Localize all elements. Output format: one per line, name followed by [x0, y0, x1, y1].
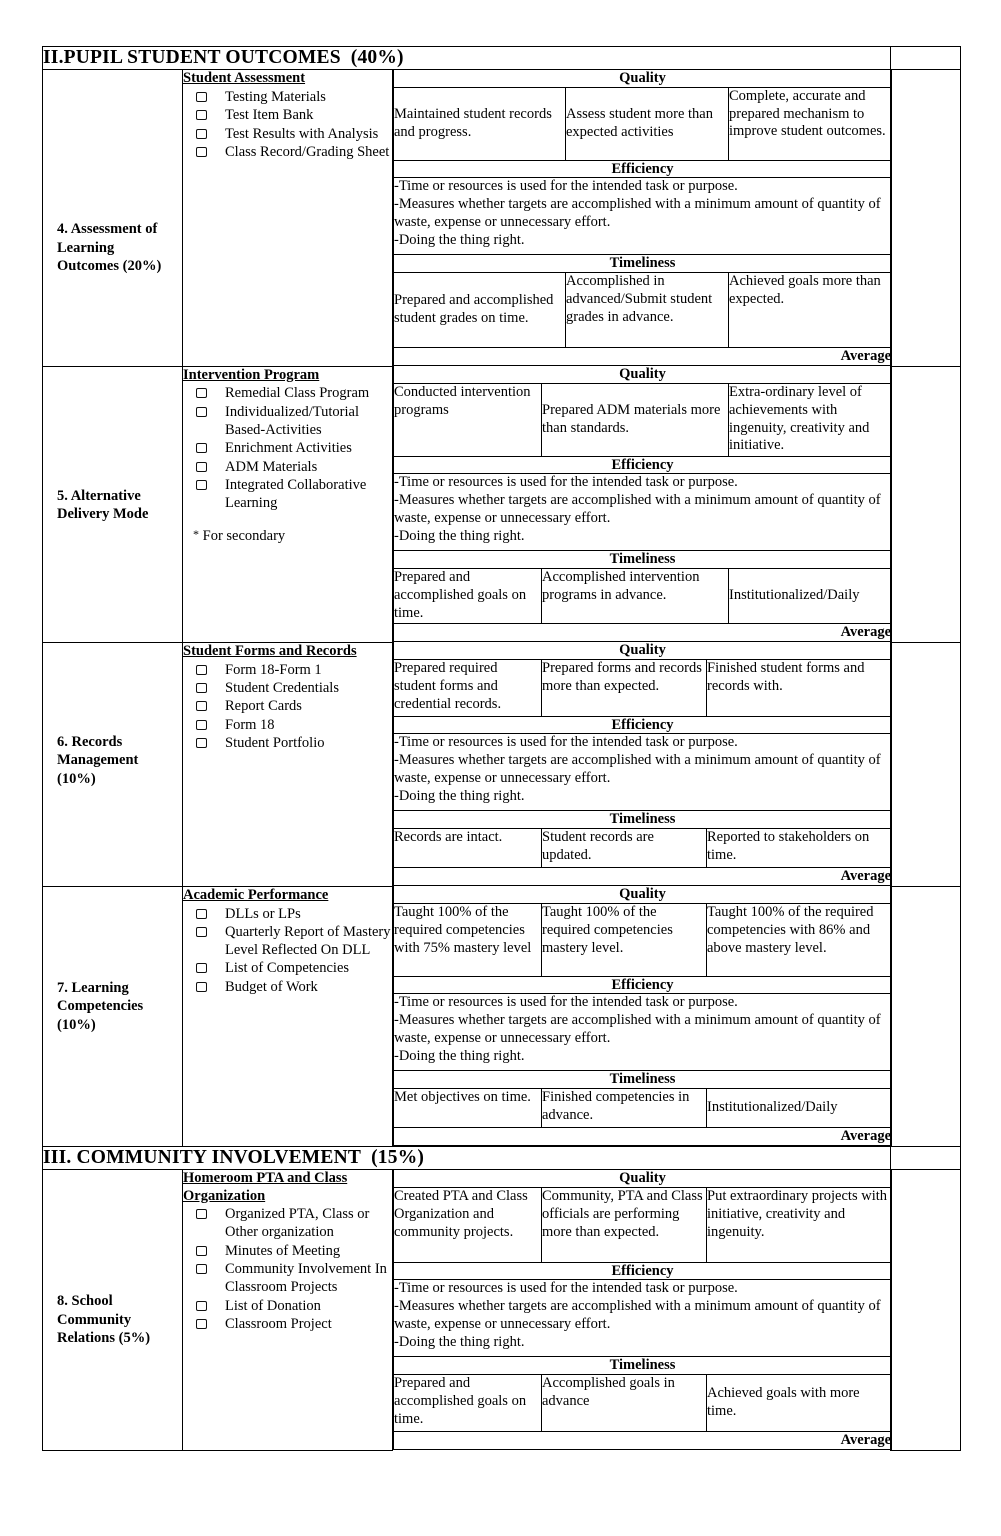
checkbox-icon[interactable]	[196, 1209, 207, 1219]
efficiency-text: -Time or resources is used for the intended task or purpose. -Measures whether targets are accomplished with a minimum amount of quantity of waste, expense or unnecessary effort. -Doing the thing right.	[394, 1280, 892, 1357]
rubric-table	[42, 46, 961, 1451]
timeliness-level-1: Prepared and accomplished goals on time.	[394, 569, 542, 624]
timeliness-level-1: Prepared and accomplished student grades on time.	[394, 273, 566, 348]
timeliness-level-3: Achieved goals more than expected.	[729, 273, 892, 348]
timeliness-level-3: Institutionalized/Daily	[707, 1089, 892, 1128]
list-item-label: Test Item Bank	[225, 107, 314, 124]
quality-header: Quality	[394, 1170, 892, 1187]
timeliness-header: Timeliness	[394, 551, 892, 569]
score-cell[interactable]	[891, 1170, 961, 1451]
efficiency-header: Efficiency	[394, 160, 892, 178]
list-item[interactable]	[183, 107, 392, 125]
checkbox-icon[interactable]	[196, 388, 207, 398]
timeliness-level-1: Records are intact.	[394, 829, 542, 868]
list-item[interactable]	[183, 924, 392, 960]
checklist-cell	[183, 366, 393, 642]
efficiency-text: -Time or resources is used for the intended task or purpose. -Measures whether targets are accomplished with a minimum amount of quantity of waste, expense or unnecessary effort. -Doing the thing right.	[394, 178, 892, 255]
list-item[interactable]	[183, 1243, 392, 1261]
checkbox-icon[interactable]	[196, 701, 207, 711]
list-item[interactable]	[183, 459, 392, 477]
checkbox-icon[interactable]	[196, 462, 207, 472]
descriptor-table	[393, 886, 892, 1146]
list-item-label: Quarterly Report of Mastery Level Reflected On DLL	[225, 923, 391, 958]
checkbox-icon[interactable]	[196, 963, 207, 973]
average-label: Average	[394, 868, 892, 886]
quality-level-2: Prepared forms and records more than expected.	[542, 659, 707, 716]
list-item[interactable]	[183, 698, 392, 716]
timeliness-level-2: Finished competencies in advance.	[542, 1089, 707, 1128]
quality-level-2: Taught 100% of the required competencies mastery level.	[542, 903, 707, 976]
checkbox-icon[interactable]	[196, 92, 207, 102]
quality-header: Quality	[394, 886, 892, 903]
descriptor-cell	[393, 886, 891, 1147]
asterisk-icon: *	[193, 527, 199, 542]
criteria-cell	[43, 366, 183, 642]
quality-level-1: Created PTA and Class Organization and community projects.	[394, 1187, 542, 1262]
timeliness-level-1: Prepared and accomplished goals on time.	[394, 1375, 542, 1432]
efficiency-text: -Time or resources is used for the intended task or purpose. -Measures whether targets are accomplished with a minimum amount of quantity of waste, expense or unnecessary effort. -Doing the thing right.	[394, 474, 892, 551]
section-band-3	[43, 1147, 891, 1170]
list-item-label: Testing Materials	[225, 88, 326, 105]
average-label: Average	[394, 348, 892, 366]
quality-level-1: Taught 100% of the required competencies with 75% mastery level	[394, 903, 542, 976]
criteria-cell	[43, 642, 183, 886]
timeliness-level-1: Met objectives on time.	[394, 1089, 542, 1128]
criteria-cell	[43, 70, 183, 367]
efficiency-text: -Time or resources is used for the intended task or purpose. -Measures whether targets are accomplished with a minimum amount of quantity of waste, expense or unnecessary effort. -Doing the thing right.	[394, 994, 892, 1071]
checklist-title: Homeroom PTA and Class Organization	[183, 1170, 348, 1204]
list-item[interactable]	[183, 979, 392, 997]
list-item[interactable]	[183, 1206, 392, 1242]
timeliness-header: Timeliness	[394, 1071, 892, 1089]
list-item[interactable]	[183, 680, 392, 698]
quality-level-1: Maintained student records and progress.	[394, 87, 566, 160]
list-item[interactable]	[183, 1298, 392, 1316]
checklist-title: Student Forms and Records	[183, 642, 357, 659]
list-item[interactable]	[183, 126, 392, 144]
timeliness-level-2: Accomplished goals in advance	[542, 1375, 707, 1432]
list-item-label: Form 18-Form 1	[225, 661, 322, 678]
descriptor-cell	[393, 70, 891, 367]
table-row	[43, 886, 961, 1147]
checkbox-icon[interactable]	[196, 443, 207, 453]
list-item-label: Enrichment Activities	[225, 440, 352, 457]
list-item-label: List of Competencies	[225, 960, 350, 977]
checklist-items	[183, 662, 392, 754]
criteria-cell	[43, 886, 183, 1147]
quality-level-2: Community, PTA and Class officials are performing more than expected.	[542, 1187, 707, 1262]
quality-level-3: Finished student forms and records with.	[707, 659, 892, 716]
timeliness-header: Timeliness	[394, 255, 892, 273]
list-item[interactable]	[183, 960, 392, 978]
checklist-cell	[183, 886, 393, 1147]
average-label: Average	[394, 624, 892, 642]
criteria-cell	[43, 1170, 183, 1451]
score-cell[interactable]	[891, 366, 961, 642]
timeliness-level-2: Accomplished in advanced/Submit student grades in advance.	[566, 273, 729, 348]
list-item-label: Minutes of Meeting	[225, 1242, 341, 1259]
timeliness-header: Timeliness	[394, 1357, 892, 1375]
timeliness-level-2: Student records are updated.	[542, 829, 707, 868]
list-item[interactable]	[183, 735, 392, 753]
checklist-items	[183, 1206, 392, 1334]
descriptor-table	[393, 642, 892, 886]
list-item-label: Form 18	[225, 716, 275, 733]
checkbox-icon[interactable]	[196, 927, 207, 937]
table-row	[43, 366, 961, 642]
quality-level-2: Prepared ADM materials more than standards.	[542, 383, 729, 456]
list-item[interactable]	[183, 1261, 392, 1297]
list-item-label: ADM Materials	[225, 458, 318, 475]
checkbox-icon[interactable]	[196, 720, 207, 730]
quality-level-3: Taught 100% of the required competencies with 86% and above mastery level.	[707, 903, 892, 976]
checkbox-icon[interactable]	[196, 147, 207, 157]
quality-header: Quality	[394, 70, 892, 87]
list-item-label: Classroom Project	[225, 1316, 332, 1333]
criteria-label: 7. Learning Competencies (10%)	[57, 979, 144, 1033]
checklist-cell	[183, 1170, 393, 1451]
list-item[interactable]	[183, 1316, 392, 1334]
checkbox-icon[interactable]	[196, 665, 207, 675]
list-item[interactable]	[183, 440, 392, 458]
checkbox-icon[interactable]	[196, 1319, 207, 1329]
checklist-title: Student Assessment	[183, 70, 306, 86]
timeliness-level-3: Institutionalized/Daily	[729, 569, 892, 624]
checkbox-icon[interactable]	[196, 1264, 207, 1274]
list-item-label: Integrated Collaborative Learning	[225, 477, 367, 512]
list-item-label: Individualized/Tutorial Based-Activities	[225, 403, 359, 438]
criteria-label: 6. Records Management (10%)	[57, 733, 139, 787]
checklist-cell	[183, 642, 393, 886]
quality-level-3: Complete, accurate and prepared mechanism to improve student outcomes.	[729, 87, 892, 160]
list-item-label: Student Portfolio	[225, 735, 325, 752]
quality-level-1: Prepared required student forms and credential records.	[394, 659, 542, 716]
efficiency-header: Efficiency	[394, 456, 892, 474]
checklist-title: Academic Performance	[183, 886, 329, 903]
checklist-note-label: For secondary	[202, 528, 286, 545]
checkbox-icon[interactable]	[196, 480, 207, 490]
section-band-2-title: II.PUPIL STUDENT OUTCOMES	[43, 47, 341, 68]
quality-level-3: Put extraordinary projects with initiative, creativity and ingenuity.	[707, 1187, 892, 1262]
score-cell[interactable]	[891, 642, 961, 886]
list-item-label: List of Donation	[225, 1297, 321, 1314]
checkbox-icon[interactable]	[196, 1301, 207, 1311]
score-cell[interactable]	[891, 47, 961, 70]
average-label: Average	[394, 1128, 892, 1146]
checkbox-icon[interactable]	[196, 129, 207, 139]
section-band-3-title: III. COMMUNITY INVOLVEMENT	[43, 1147, 362, 1169]
descriptor-cell	[393, 1170, 891, 1451]
section-band-2	[43, 47, 891, 70]
descriptor-table	[393, 1170, 892, 1450]
section-band-2-percent: (40%)	[350, 47, 404, 68]
average-label: Average	[394, 1432, 892, 1450]
efficiency-header: Efficiency	[394, 716, 892, 734]
descriptor-cell	[393, 642, 891, 886]
quality-level-3: Extra-ordinary level of achievements with ingenuity, creativity and initiative.	[729, 383, 892, 456]
list-item[interactable]	[183, 89, 392, 107]
checkbox-icon[interactable]	[196, 407, 207, 417]
descriptor-table	[393, 70, 892, 366]
efficiency-header: Efficiency	[394, 976, 892, 994]
table-row	[43, 642, 961, 886]
checkbox-icon[interactable]	[196, 982, 207, 992]
efficiency-header: Efficiency	[394, 1262, 892, 1280]
list-item[interactable]	[183, 906, 392, 924]
checkbox-icon[interactable]	[196, 909, 207, 919]
criteria-label: 4. Assessment of Learning Outcomes (20%)	[57, 221, 162, 275]
checklist-items	[183, 89, 392, 162]
list-item[interactable]	[183, 662, 392, 680]
checklist-cell	[183, 70, 393, 367]
quality-level-2: Assess student more than expected activities	[566, 87, 729, 160]
timeliness-level-3: Achieved goals with more time.	[707, 1375, 892, 1432]
timeliness-level-3: Reported to stakeholders on time.	[707, 829, 892, 868]
list-item-label: Organized PTA, Class or Other organization	[225, 1206, 370, 1241]
list-item-label: Community Involvement In Classroom Projects	[225, 1261, 387, 1296]
criteria-label: 5. Alternative Delivery Mode	[57, 487, 149, 523]
list-item-label: Remedial Class Program	[225, 385, 370, 402]
quality-header: Quality	[394, 366, 892, 383]
checklist-items	[183, 906, 392, 997]
table-row	[43, 1170, 961, 1451]
list-item-label: Test Results with Analysis	[225, 125, 379, 142]
list-item-label: Class Record/Grading Sheet	[225, 144, 390, 161]
checklist-note	[183, 527, 392, 546]
score-cell[interactable]	[891, 1147, 961, 1170]
score-cell[interactable]	[891, 886, 961, 1147]
descriptor-table	[393, 366, 892, 642]
timeliness-level-2: Accomplished intervention programs in advance.	[542, 569, 729, 624]
section-band-row	[43, 1147, 961, 1170]
list-item-label: Student Credentials	[225, 679, 339, 696]
efficiency-text: -Time or resources is used for the intended task or purpose. -Measures whether targets are accomplished with a minimum amount of quantity of waste, expense or unnecessary effort. -Doing the thing right.	[394, 734, 892, 811]
list-item[interactable]	[183, 385, 392, 403]
list-item-label: Report Cards	[225, 698, 302, 715]
checklist-items	[183, 385, 392, 513]
checklist-title: Intervention Program	[183, 366, 320, 383]
list-item[interactable]	[183, 717, 392, 735]
list-item[interactable]	[183, 144, 392, 162]
checkbox-icon[interactable]	[196, 683, 207, 693]
list-item-label: Budget of Work	[225, 978, 318, 995]
section-band-row	[43, 47, 961, 70]
list-item[interactable]	[183, 477, 392, 513]
table-row	[43, 70, 961, 367]
list-item[interactable]	[183, 404, 392, 440]
quality-header: Quality	[394, 642, 892, 659]
score-cell[interactable]	[891, 70, 961, 367]
timeliness-header: Timeliness	[394, 811, 892, 829]
checkbox-icon[interactable]	[196, 1246, 207, 1256]
section-band-3-percent: (15%)	[371, 1147, 425, 1169]
list-item-label: DLLs or LPs	[225, 905, 301, 922]
checkbox-icon[interactable]	[196, 110, 207, 120]
quality-level-1: Conducted intervention programs	[394, 383, 542, 456]
checkbox-icon[interactable]	[196, 738, 207, 748]
descriptor-cell	[393, 366, 891, 642]
criteria-label: 8. School Community Relations (5%)	[57, 1293, 151, 1347]
